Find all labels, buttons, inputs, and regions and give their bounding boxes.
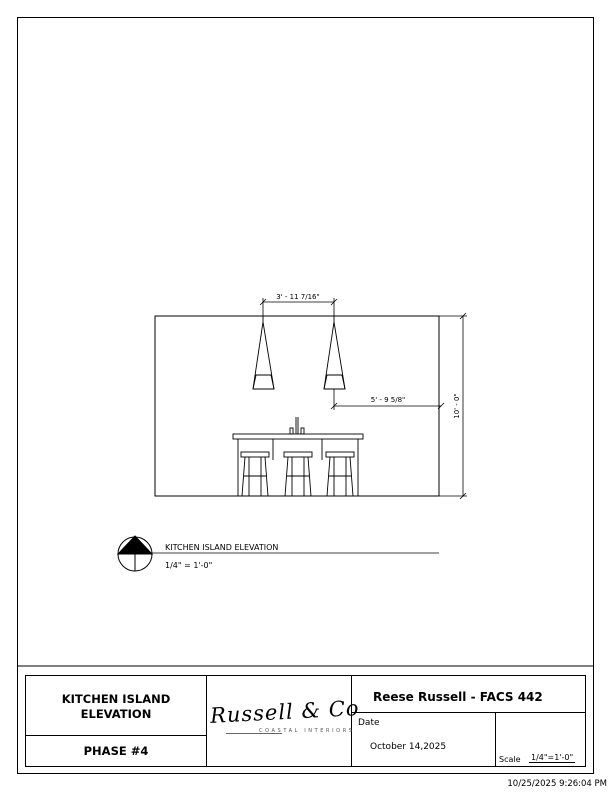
dimension-pendant-spacing-label: 3' - 11 7/16": [276, 293, 320, 301]
pendant-light-right: [324, 316, 345, 389]
scale-label: Scale: [499, 755, 521, 764]
scale-value: 1/4"=1'-0": [531, 753, 574, 762]
company-logo: Russell & Co: [209, 696, 361, 728]
sheet-title: KITCHEN ISLAND ELEVATION: [61, 692, 171, 721]
title-block: [25, 675, 586, 767]
print-timestamp: 10/25/2025 9:26:04 PM: [507, 779, 607, 789]
dimension-ceiling-height-label: 10' - 0": [453, 393, 461, 419]
kitchen-island: [233, 434, 363, 496]
view-title: KITCHEN ISLAND ELEVATION: [165, 543, 279, 552]
view-scale: 1/4" = 1'-0": [165, 561, 213, 570]
bar-stool: [284, 452, 312, 496]
faucet: [290, 417, 304, 434]
phase-label: PHASE #4: [83, 744, 149, 758]
bar-stool: [326, 452, 354, 496]
bar-stool: [241, 452, 269, 496]
company-logo-subtitle: COASTAL INTERIORS: [259, 728, 355, 734]
elevation-marker-icon: [118, 536, 152, 571]
date-value: October 14,2025: [370, 742, 447, 752]
author-name: Reese Russell - FACS 442: [373, 690, 543, 704]
pendant-light-left: [253, 316, 274, 389]
dimension-pendant-to-wall-label: 5' - 9 5/8": [370, 396, 406, 404]
date-label: Date: [358, 718, 380, 728]
